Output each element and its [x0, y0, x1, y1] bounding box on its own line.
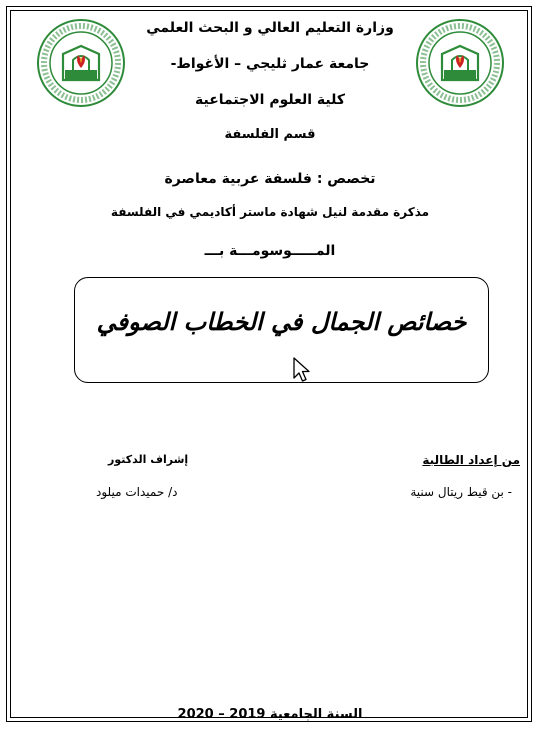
titled-label: المـــــوسومـــة بـــ [204, 243, 336, 259]
supervisor-name: د/ حميدات ميلود [96, 485, 178, 499]
student-name: - بن قيط ريتال سنية [410, 485, 512, 499]
specialty-line: تخصص : فلسفة عربية معاصرة [164, 171, 376, 187]
ministry-heading: وزارة التعليم العالي و البحث العلمي [146, 20, 394, 36]
academic-year: السنة الجامعية 2019 – 2020 [177, 707, 363, 722]
department-name: قسم الفلسفة [224, 127, 316, 142]
student-label: من إعداد الطالبة [422, 453, 520, 467]
faculty-name: كلية العلوم الاجتماعية [195, 92, 345, 108]
university-name: جامعة عمار ثليجي – الأغواط- [170, 56, 370, 72]
thesis-title-box [74, 277, 489, 383]
mouse-cursor-icon [292, 356, 312, 384]
thesis-title: خصائص الجمال في الخطاب الصوفي [96, 308, 467, 336]
thesis-note: مذكرة مقدمة لنيل شهادة ماستر أكاديمي في الفلسفة [110, 205, 430, 219]
supervisor-label: إشراف الدكتور [108, 453, 189, 466]
